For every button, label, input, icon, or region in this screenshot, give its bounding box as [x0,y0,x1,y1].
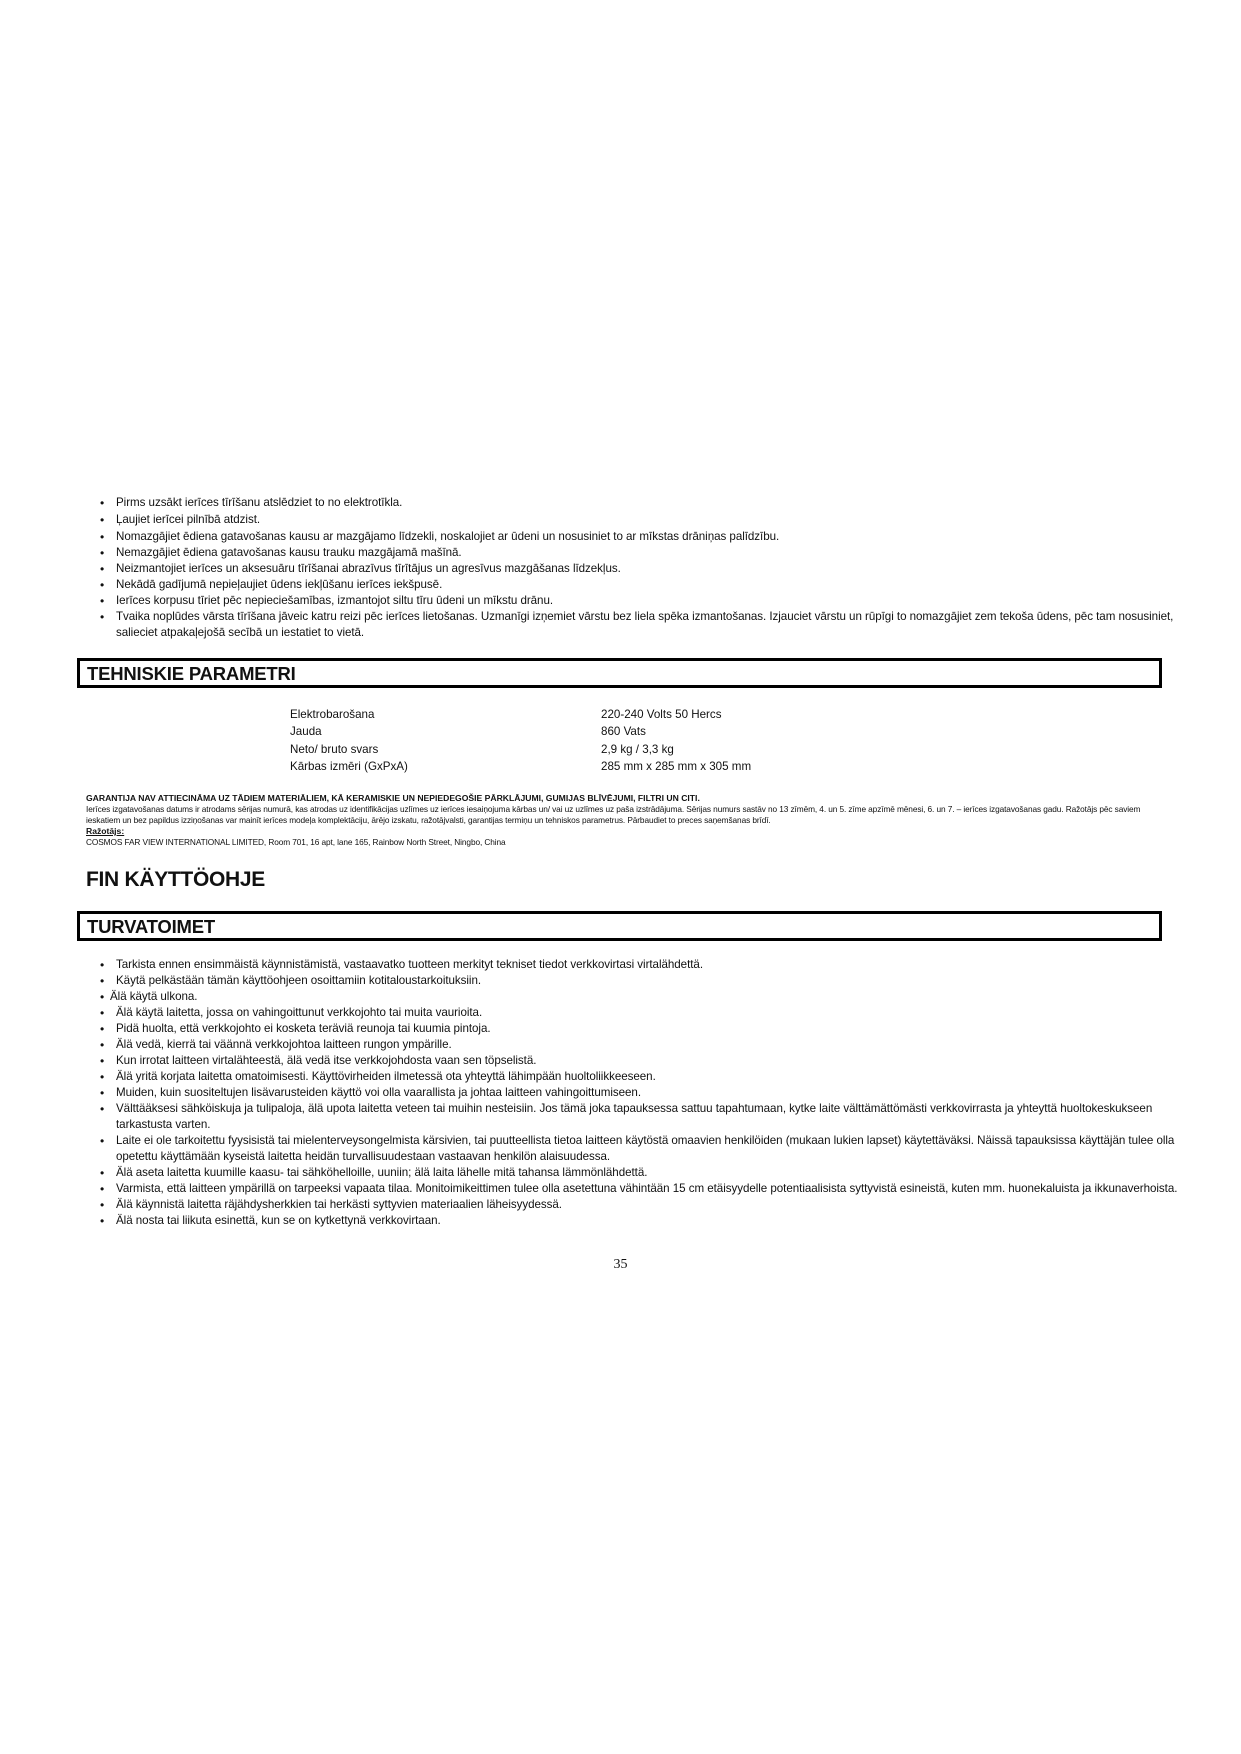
table-row [290,706,751,723]
cleaning-list [88,495,1178,641]
list-item: • Välttääksesi sähköiskuja ja tulipaloja, älä upota laitetta veteen tai muihin nesteisiin. Jos tämä joka tapauksessa sattuu tapahtumaan, kytke laite välttämättömästi verkkovirrasta ja yhteyttä huoltokeskukseen tarkastusta varten. [100,1102,1153,1131]
section-title: TURVATOIMET [87,916,215,937]
bullet-icon: • [100,562,105,576]
list-item: • Ierīces korpusu tīriet pēc nepieciešamības, izmantojot siltu tīru ūdeni un mīkstu drānu. [100,594,554,608]
param-value: 220-240 Volts 50 Hercs [601,708,722,721]
manufacturer-label: Ražotājs: [86,826,125,836]
warranty-title: GARANTIJA NAV ATTIECINĀMA UZ TĀDIEM MATERIĀLIEM, KĀ KERAMISKIE UN NEPIEDEGOŠIE PĀRKLĀJUMI, GUMIJAS BLĪVĒJUMI, FILTRI UN CITI. [86,793,700,803]
bullet-icon: • [100,594,105,608]
list-item: • Älä nosta tai liikuta esinettä, kun se on kytkettynä verkkovirtaan. [100,1214,441,1228]
list-item: • Älä aseta laitetta kuumille kaasu- tai sähköhelloille, uuniin; älä laita lähelle mitä tahansa lämmönlähdettä. [100,1166,648,1180]
list-item: • Muiden, kuin suositeltujen lisävarusteiden käyttö voi olla vaarallista ja johtaa laitteen vahingoittumiseen. [100,1086,641,1100]
bullet-icon: • [100,513,105,527]
param-label: Jauda [290,725,322,739]
bullet-icon: • [100,1070,105,1084]
list-item: • Älä käynnistä laitetta räjähdysherkkien tai herkästi syttyvien materiaalien läheisyydessä. [100,1198,562,1212]
bullet-icon: • [100,496,105,510]
list-item: • Laite ei ole tarkoitettu fyysisistä tai mielenterveysongelmista kärsivien, tai puutteellista tietoa laitteen käytöstä omaavien henkilöiden (mukaan lukien lapset) käytettäväksi. Näissä tapauksissa käyttäjän tulee olla opetettu käyttämään kyseistä laitetta heidän turvallisuudestaan vastaavan henkilön alaisuudessa. [100,1134,1175,1163]
param-value: 2,9 kg / 3,3 kg [601,742,674,756]
page-number: 35 [613,1257,628,1272]
warranty-block [86,793,1166,848]
warranty-text: Ierīces izgatavošanas datums ir atrodams sērijas numurā, kas atrodas uz identifikācijas uzlīmes uz ierīces iesaiņojuma kārbas un/ vai uz uzlīmes uz paša izstrādājuma. Sērijas numurs sastāv no 13 zīmēm, 4. un 5. zīme apzīmē mēnesi, 6. un 7. – ierīces izgatavošanas gadu. Ražotājs pēc saviem ieskatiem un bez papildus izziņošanas var mainīt ierīces modeļa komplektāciju, ārējo izskatu, ražotājvalsti, garantijas termiņu un tehniskos parametrus. Pārbaudiet to preces saņemšanas brīdī. [86,804,1141,825]
bullet-icon: • [100,1102,105,1116]
bullet-icon: • [100,1022,105,1036]
list-item: • Nemazgājiet ēdiena gatavošanas kausu trauku mazgājamā mašīnā. [100,546,462,560]
bullet-icon: • [100,1038,105,1052]
param-label: Kārbas izmēri (GxPxA) [290,760,408,774]
bullet-icon: • [100,578,105,592]
list-item: • Ļaujiet ierīcei pilnībā atdzist. [100,513,261,527]
list-item: • Älä käytä ulkona. [100,990,198,1004]
bullet-icon: • [100,1134,105,1148]
table-row [290,723,751,740]
param-value: 285 mm x 285 mm x 305 mm [601,760,752,774]
list-item: • Varmista, että laitteen ympärillä on tarpeeksi vapaata tilaa. Monitoimikeittimen tulee olla asetettuna vähintään 15 cm etäisyydelle potentiaalisista syttyvistä esineistä, kuten mm. huonekaluista ja ikkunaverhoista. [100,1182,1178,1196]
list-item: • Pirms uzsākt ierīces tīrīšanu atslēdziet to no elektrotīkla. [100,496,403,510]
bullet-icon: • [100,1182,105,1196]
bullet-icon: • [100,974,105,988]
bullet-icon: • [100,1214,105,1228]
list-item: • Kun irrotat laitteen virtalähteestä, älä vedä itse verkkojohdosta vaan sen töpselistä. [100,1054,537,1068]
bullet-icon: • [100,1166,105,1180]
list-item: • Älä yritä korjata laitetta omatoimisesti. Käyttövirheiden ilmetessä ota yhteyttä lähimpään huoltoliikkeeseen. [100,1070,656,1084]
list-item: • Älä vedä, kierrä tai väännä verkkojohtoa laitteen rungon ympärille. [100,1038,452,1052]
param-value: 860 Vats [601,725,646,739]
tech-params-table [290,706,751,776]
section-title: TEHNISKIE PARAMETRI [87,663,296,684]
language-section-title: FIN KÄYTTÖOHJE [86,868,265,891]
list-item: • Älä käytä laitetta, jossa on vahingoittunut verkkojohto tai muita vaurioita. [100,1006,483,1020]
list-item: • Tarkista ennen ensimmäistä käynnistämistä, vastaavatko tuotteen merkityt tekniset tiedot verkkovirtasi virtalähdettä. [100,958,703,972]
safety-section-header [77,911,1162,941]
table-row [290,758,751,775]
bullet-icon: • [100,958,105,972]
bullet-icon: • [100,546,105,560]
list-item: • Tvaika noplūdes vārsta tīrīšana jāveic katru reizi pēc ierīces lietošanas. Uzmanīgi izņemiet vārstu bez liela spēka izmantošanas. Izjauciet vārstu un rūpīgi to nomazgājiet zem tekoša ūdens, pēc tam nosusiniet, salieciet atpakaļejošā secībā un iestatiet to vietā. [100,610,1174,639]
list-item: • Nekādā gadījumā nepieļaujiet ūdens iekļūšanu ierīces iekšpusē. [100,578,443,592]
table-row [290,741,751,758]
param-label: Elektrobarošana [290,708,375,721]
param-label: Neto/ bruto svars [290,742,379,756]
list-item: • Käytä pelkästään tämän käyttöohjeen osoittamiin kotitaloustarkoituksiin. [100,974,482,988]
bullet-icon: • [100,1054,105,1068]
bullet-icon: • [100,1086,105,1100]
list-item: • Pidä huolta, että verkkojohto ei kosketa teräviä reunoja tai kuumia pintoja. [100,1022,491,1036]
bullet-icon: • [100,990,105,1004]
tech-section-header [77,658,1162,688]
manufacturer-address: COSMOS FAR VIEW INTERNATIONAL LIMITED, Room 701, 16 apt, lane 165, Rainbow North Street, Ningbo, China [86,837,506,847]
list-item: • Neizmantojiet ierīces un aksesuāru tīrīšanai abrazīvus tīrītājus un agresīvus mazgāšanas līdzekļus. [100,562,621,576]
bullet-icon: • [100,1198,105,1212]
safety-list [88,957,1178,1229]
bullet-icon: • [100,530,105,544]
bullet-icon: • [100,610,105,624]
list-item: • Nomazgājiet ēdiena gatavošanas kausu ar mazgājamo līdzekli, noskalojiet ar ūdeni un nosusiniet to ar mīkstas drāniņas palīdzību. [100,530,780,544]
bullet-icon: • [100,1006,105,1020]
